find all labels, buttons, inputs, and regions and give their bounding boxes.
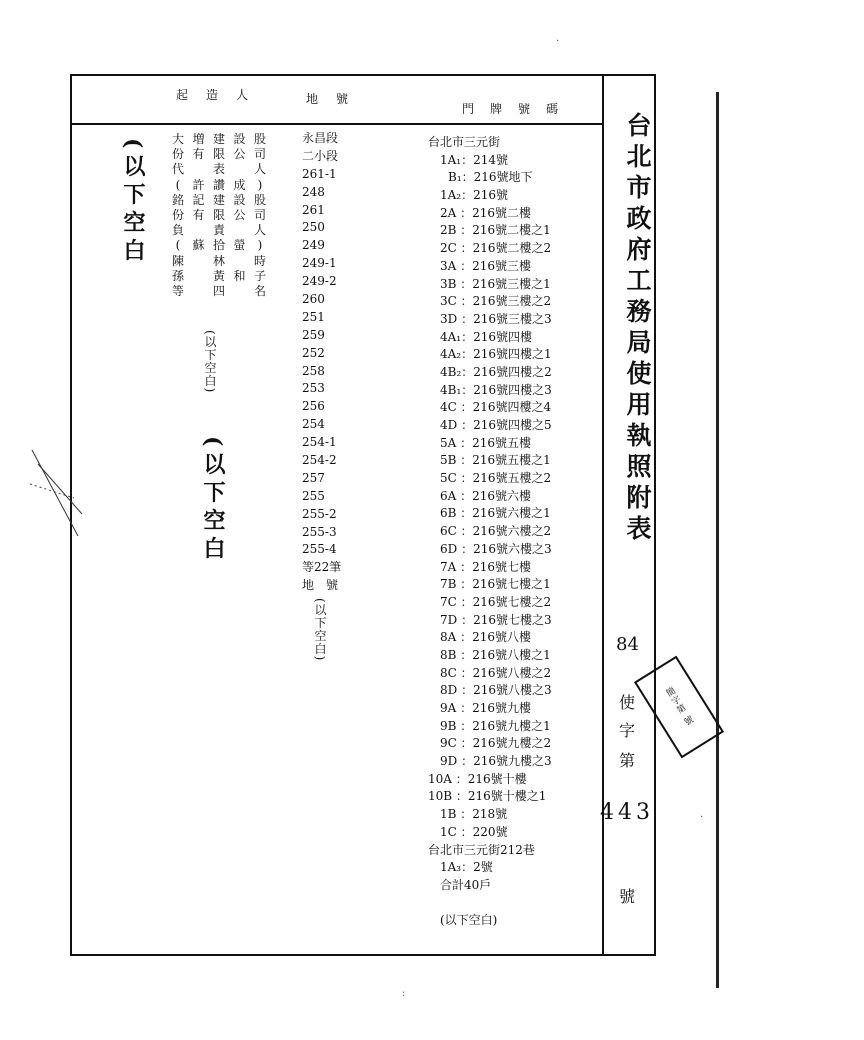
owner-char — [234, 223, 246, 238]
owner-char: 拾 — [213, 238, 226, 253]
lot-number: 253 — [302, 381, 325, 396]
door-number-row: 1A₁：214號 — [440, 152, 509, 167]
owner-row — [172, 162, 266, 177]
stamp-text: 簡字第 號 — [662, 686, 695, 729]
door-number-row: 5B ：216號五樓之1 — [440, 453, 551, 468]
owner-char — [234, 284, 246, 299]
lot-number: 250 — [302, 220, 325, 235]
door-number-row: 台北市三元街212巷 — [428, 842, 535, 857]
door-number-row: 10B ：216號十樓之1 — [428, 789, 547, 804]
owner-row — [172, 284, 266, 299]
lot-number: 255-3 — [302, 524, 337, 539]
owner-char: 公 — [233, 207, 246, 222]
owner-char: 表 — [213, 162, 226, 177]
document-title: 台北市政府工務局使用執照附表 — [623, 112, 652, 546]
permit-zi-character: 字 — [619, 721, 636, 740]
door-number-row: 7D ：216號七樓之3 — [440, 612, 552, 627]
lot-number: 254-1 — [302, 435, 337, 450]
owner-char: 増 — [192, 132, 205, 146]
owner-char — [193, 162, 205, 177]
owner-char: 等 — [172, 283, 185, 298]
owner-char: 公 — [233, 147, 246, 162]
door-number-row: 3A ：216號三樓 — [440, 258, 532, 273]
owner-char: 有 — [192, 147, 205, 162]
door-number-row: 6C ：216號六樓之2 — [440, 524, 552, 539]
door-number-row: 4C ：216號四樓之4 — [440, 400, 552, 415]
owner-char: 大 — [172, 132, 185, 146]
owner-row — [172, 208, 266, 223]
door-number-row: 1B ：218號 — [440, 807, 508, 822]
scan-speck: · — [700, 812, 704, 823]
owner-char: 讚 — [213, 177, 226, 192]
door-number-row: 6B ：216號六樓之1 — [440, 506, 551, 521]
lot-number: 260 — [302, 292, 325, 307]
owner-char: 黃 — [213, 268, 226, 283]
door-number-row: 合計40戶 — [440, 877, 492, 892]
lot-number: 地 號 — [302, 578, 339, 593]
door-number-row: 5A ：216號五樓 — [440, 435, 532, 450]
scan-speck: · — [556, 36, 560, 47]
owner-char: 人 — [254, 162, 267, 177]
owner-char: 份 — [172, 207, 185, 222]
owner-char: 責 — [213, 223, 226, 238]
owner-char: 成 — [233, 177, 246, 192]
door-number-row: 1A₃：2號 — [440, 860, 493, 875]
lot-number-list — [302, 130, 341, 595]
permit-shi-character: 使 — [619, 693, 636, 712]
door-number-row: 4A₂：216號四樓之1 — [440, 347, 552, 362]
owner-column-header: 起造人 — [176, 88, 267, 102]
door-number-row: 3D ：216號三樓之3 — [440, 311, 552, 326]
owner-char: 設 — [233, 132, 246, 146]
page-edge-line — [716, 92, 719, 988]
owner-char: 設 — [233, 192, 246, 207]
owner-char: 限 — [213, 207, 226, 222]
door-number-row: 3C ：216號三樓之2 — [440, 294, 552, 309]
door-number-row: 1C ：220號 — [440, 824, 508, 839]
owner-char — [193, 269, 205, 284]
lot-number: 254-2 — [302, 453, 337, 468]
permit-hao-character: 號 — [619, 887, 636, 906]
lot-number: 261-1 — [302, 166, 337, 181]
owner-char: ) — [257, 177, 263, 192]
lot-number: 257 — [302, 470, 325, 485]
owner-char: 時 — [254, 253, 267, 268]
owner-char: 代 — [172, 162, 185, 177]
owner-char: ) — [257, 238, 263, 253]
door-number-row: 2C ：216號二樓之2 — [440, 241, 552, 256]
handwritten-blank-note: (以下空白 — [120, 138, 146, 267]
door-number-row: 7A ：216號七樓 — [440, 559, 532, 574]
owner-char: 螢 — [233, 238, 246, 253]
lot-number: 永昌段 — [302, 131, 339, 145]
owner-char: 許 — [192, 177, 205, 192]
owner-char — [234, 254, 246, 269]
margin-marks — [26, 444, 90, 544]
owner-char: 股 — [254, 192, 267, 207]
lot-number: 等22筆 — [302, 560, 342, 575]
door-number-row: 2A ：216號二樓 — [440, 205, 532, 220]
lot-number: 259 — [302, 327, 325, 342]
door-number-row: 1A₂：216號 — [440, 188, 509, 203]
owner-char: 股 — [254, 132, 267, 146]
header-divider — [70, 123, 603, 125]
door-number-row: 7C ：216號七樓之2 — [440, 594, 552, 609]
door-number-row: 8D ：216號八樓之3 — [440, 683, 552, 698]
owner-char: 人 — [254, 223, 267, 238]
door-number-row: 6D ：216號六樓之3 — [440, 541, 552, 556]
door-number-row: 6A ：216號六樓 — [440, 488, 532, 503]
owner-row — [172, 193, 266, 208]
lot-number: 248 — [302, 184, 325, 199]
door-number-row: 4B₁：216號四樓之3 — [440, 382, 552, 397]
owner-char: ( — [175, 238, 181, 253]
door-number-row: 7B ：216號七樓之1 — [440, 577, 551, 592]
owner-char: 限 — [213, 147, 226, 162]
door-number-list — [428, 134, 552, 930]
owner-char — [193, 284, 205, 299]
door-number-row — [428, 895, 552, 913]
permit-number: 443 — [600, 800, 654, 825]
owner-char: 建 — [213, 192, 226, 207]
owner-char — [193, 254, 205, 269]
owner-char: 建 — [213, 132, 226, 146]
lot-number: 255-4 — [302, 542, 337, 557]
door-number-row: 台北市三元街 — [428, 135, 501, 149]
owner-row — [172, 147, 266, 162]
owner-char: 和 — [233, 268, 246, 283]
owner-char: 陳 — [172, 253, 185, 268]
lot-number: 258 — [302, 363, 325, 378]
owner-char — [193, 223, 205, 238]
lot-number: 261 — [302, 202, 325, 217]
door-number-row: 9B ：216號九樓之1 — [440, 718, 551, 733]
lot-number: 249 — [302, 238, 325, 253]
door-number-row: 8B ：216號八樓之1 — [440, 647, 551, 662]
owner-row — [172, 132, 266, 147]
owner-row — [172, 178, 266, 193]
door-number-row: 2B ：216號二樓之1 — [440, 223, 551, 238]
owner-char: 司 — [254, 147, 267, 162]
owner-char: 林 — [213, 253, 226, 268]
owner-char: 記 — [192, 192, 205, 207]
owner-char: 銘 — [172, 192, 185, 207]
door-number-row: (以下空白) — [440, 913, 498, 928]
owner-char: 四 — [213, 283, 226, 298]
lot-number: 252 — [302, 345, 325, 360]
door-number-row: 4D ：216號四樓之5 — [440, 418, 552, 432]
lot-number: 255 — [302, 488, 325, 503]
owner-char: 負 — [172, 223, 185, 238]
door-number-row: 8A ：216號八樓 — [440, 630, 532, 645]
lot-number: 254 — [302, 417, 325, 432]
door-number-column-header: 門牌號碼 — [462, 102, 575, 116]
owner-char: 子 — [254, 268, 267, 283]
owner-row — [172, 269, 266, 284]
scan-speck: : — [402, 988, 406, 999]
owner-char — [234, 162, 246, 177]
lot-number: 249-1 — [302, 256, 337, 271]
lot-number: 255-2 — [302, 506, 337, 521]
lot-column-header: 地號 — [306, 92, 367, 106]
door-number-row: B₁：216號地下 — [448, 170, 533, 185]
owner-char: 蘇 — [192, 238, 205, 253]
owner-char: 司 — [254, 207, 267, 222]
owner-char: 孫 — [172, 268, 185, 283]
lot-number: 251 — [302, 309, 325, 324]
owner-row — [172, 223, 266, 238]
door-number-row: 9A ：216號九樓 — [440, 701, 532, 715]
permit-year: 84 — [616, 634, 639, 655]
lot-number: 二小段 — [302, 148, 339, 163]
door-number-row: 3B ：216號三樓之1 — [440, 276, 551, 291]
owner-row — [172, 254, 266, 269]
lot-number: 249-2 — [302, 274, 337, 289]
door-number-row: 5C ：216號五樓之2 — [440, 471, 552, 486]
door-number-row: 8C ：216號八樓之2 — [440, 665, 552, 680]
door-number-row: 4B₂：216號四樓之2 — [440, 364, 552, 379]
door-number-row: 9C ：216號九樓之2 — [440, 736, 552, 751]
owner-char: 有 — [192, 207, 205, 222]
owner-char: ( — [175, 177, 181, 192]
lot-blank-note: (以下空白) — [313, 598, 327, 662]
table-frame — [70, 74, 656, 956]
owner-blank-note: (以下空白) — [203, 330, 217, 394]
permit-di-character: 第 — [619, 751, 636, 770]
door-number-row: 9D ：216號九樓之3 — [440, 754, 552, 769]
handwritten-blank-note-middle: (以下空白 — [200, 436, 226, 565]
door-number-row: 4A₁：216號四樓 — [440, 329, 533, 344]
owner-char: 份 — [172, 147, 185, 162]
owner-row — [172, 238, 266, 253]
owner-list — [172, 132, 266, 299]
door-number-row: 10A ：216號十樓 — [428, 771, 527, 786]
lot-number: 256 — [302, 399, 325, 414]
owner-char: 名 — [254, 283, 267, 298]
